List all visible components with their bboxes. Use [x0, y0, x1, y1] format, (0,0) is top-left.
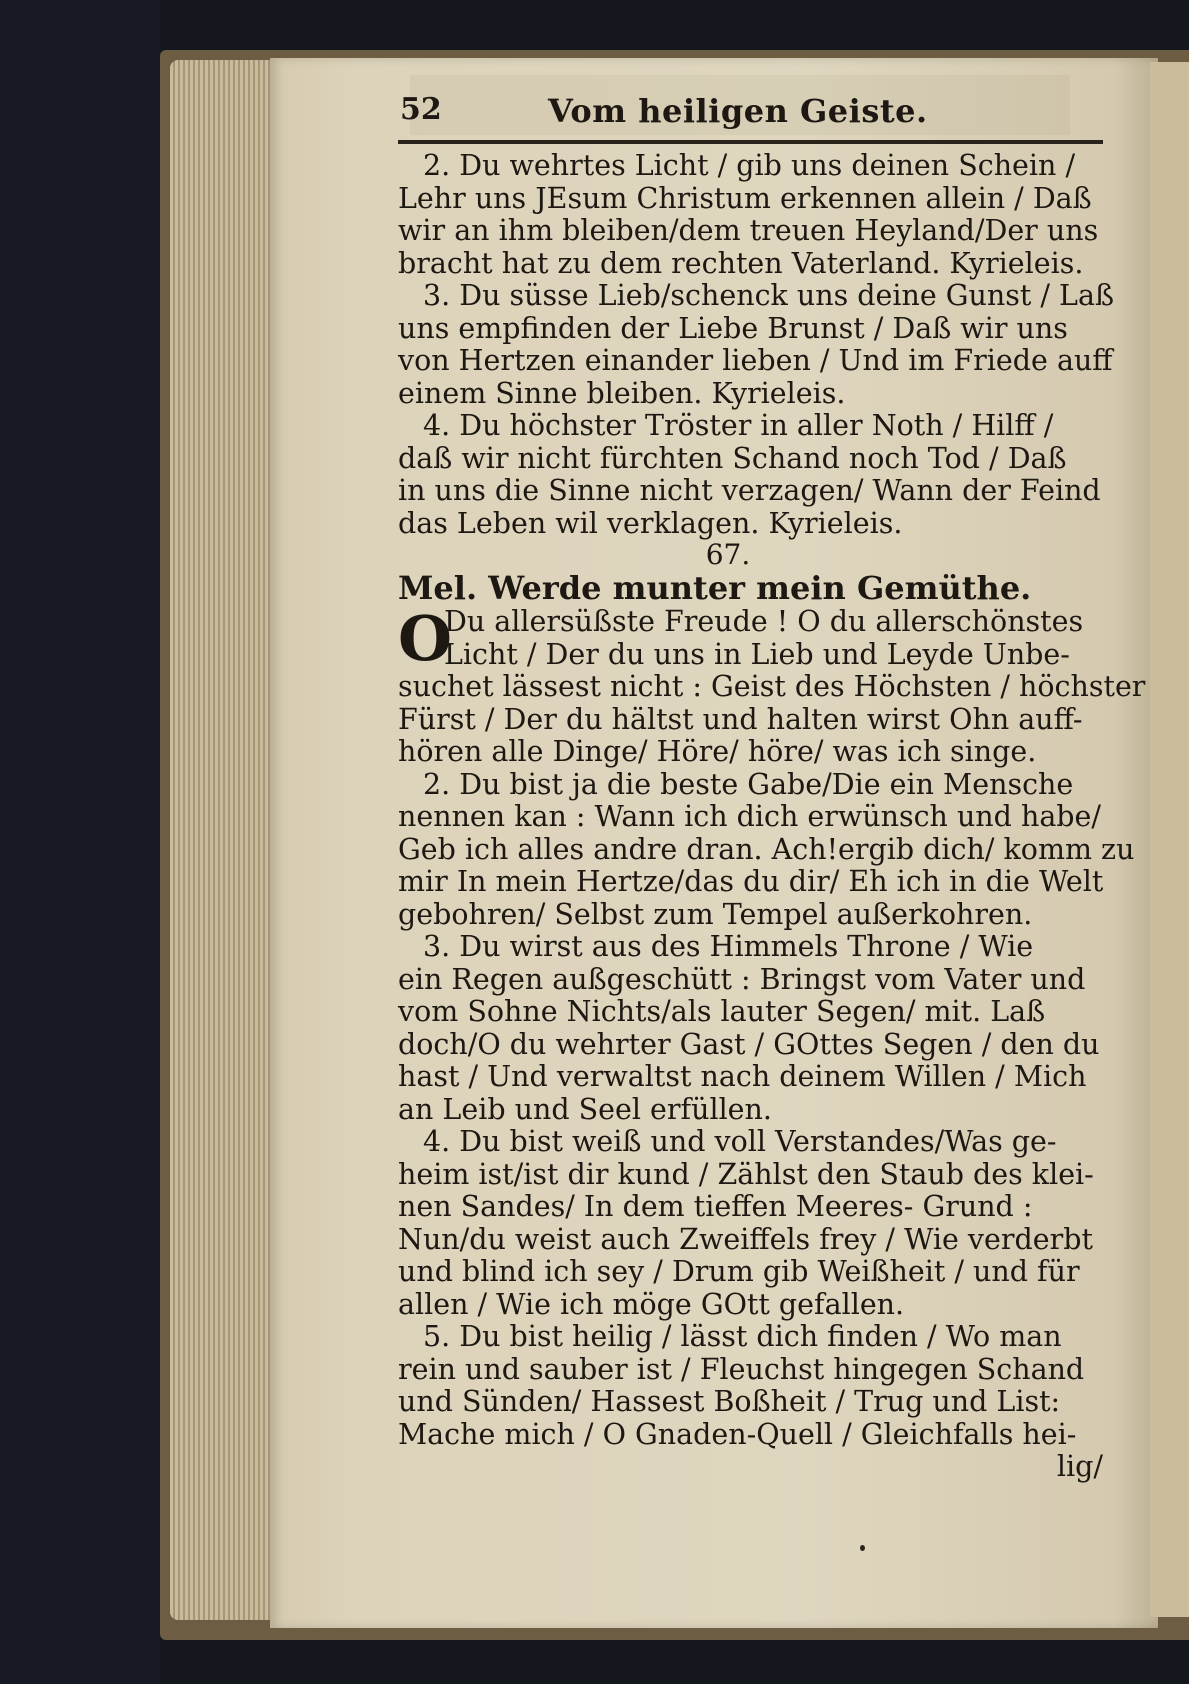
verse-line: mir In mein Hertze/das du dir/ Eh ich in die Welt [398, 865, 1104, 898]
verse-line: hast / Und verwaltst nach deinem Willen / Mich [398, 1060, 1087, 1093]
verse-line: Lehr uns JEsum Christum erkennen allein / Daß [398, 181, 1092, 215]
verse-line: Geb ich alles andre dran. Ach!ergib dich/ komm zu [398, 832, 1135, 866]
verse-line: bracht hat zu dem rechten Vaterland. Kyrieleis. [398, 246, 1084, 280]
verse-line: gebohren/ Selbst zum Tempel außerkohren. [398, 897, 1033, 931]
ink-dot [860, 1545, 865, 1551]
verse-line: das Leben wil verklagen. Kyrieleis. [398, 506, 903, 540]
verse-line: rein und sauber ist / Fleuchst hingegen Schand [398, 1352, 1085, 1386]
verse-line: Mache mich / O Gnaden-Quell / Gleichfalls hei- [398, 1417, 1077, 1451]
melody-line: Mel. Werde munter mein Gemüthe. [398, 569, 1032, 607]
verse-line: einem Sinne bleiben. Kyrieleis. [398, 376, 846, 410]
verse-line: ein Regen außgeschütt : Bringst vom Vater und [398, 962, 1086, 996]
verse-line: und Sünden/ Hassest Boßheit / Trug und List: [398, 1385, 1061, 1418]
stanza-4 [398, 410, 1123, 540]
header-rule [398, 140, 1103, 144]
stanza-4 [398, 1126, 1123, 1321]
running-title: Vom heiligen Geiste. [548, 92, 928, 130]
verse-line: allen / Wie ich möge GOtt gefallen. [398, 1287, 905, 1321]
verse-line: vom Sohne Nichts/als lauter Segen/ mit. Laß [398, 995, 1046, 1028]
verse-line: Licht / Der du uns in Lieb und Leyde Unbe- [444, 637, 1070, 671]
verse-line: uns empfinden der Liebe Brunst / Daß wir uns [398, 311, 1068, 345]
verse-line: 3. Du wirst aus des Himmels Throne / Wie [423, 930, 1034, 963]
verse-line: an Leib und Seel erfüllen. [398, 1092, 772, 1126]
verse-line: Nun/du weist auch Zweiffels frey / Wie verderbt [398, 1222, 1093, 1256]
verse-line: suchet lässest nicht : Geist des Höchsten / höchster [398, 670, 1146, 703]
facing-page-edge [1150, 62, 1189, 1617]
stanza-5 [398, 1321, 1123, 1451]
verse-line: doch/O du wehrter Gast / GOttes Segen / den du [398, 1027, 1100, 1061]
verse-line: und blind ich sey / Drum gib Weißheit / und für [398, 1255, 1080, 1288]
page-header [398, 92, 1123, 136]
first-stanza-lines [444, 606, 1123, 671]
dark-background [0, 0, 160, 1684]
verse-line: 3. Du süsse Lieb/schenck uns deine Gunst / Laß [423, 279, 1115, 312]
verse-line: nennen kan : Wann ich dich erwünsch und habe/ [398, 800, 1102, 833]
verse-line: nen Sandes/ In dem tieffen Meeres- Grund : [398, 1190, 1033, 1223]
page-text [398, 92, 1146, 1483]
verse-line: Du allersüßste Freude ! O du allerschönstes [444, 606, 1084, 638]
stanza-2 [398, 150, 1123, 280]
verse-line: 4. Du bist weiß und voll Verstandes/Was ge- [423, 1125, 1057, 1158]
stanza-3 [398, 931, 1123, 1126]
page-number: 52 [400, 92, 442, 127]
verse-line: 2. Du wehrtes Licht / gib uns deinen Schein / [423, 149, 1076, 182]
page-edges [170, 60, 280, 1620]
verse-line: Fürst / Der du hältst und halten wirst Ohn auff- [398, 702, 1083, 736]
drop-cap: O [398, 602, 453, 675]
verse-line: wir an ihm bleiben/dem treuen Heyland/Der uns [398, 214, 1099, 247]
first-stanza [398, 602, 1146, 769]
verse-line: in uns die Sinne nicht verzagen/ Wann der Feind [398, 474, 1101, 507]
verse-line: 2. Du bist ja die beste Gabe/Die ein Mensche [423, 767, 1074, 801]
previous-hymn [398, 150, 1123, 540]
stanza-2 [398, 767, 1135, 932]
verse-line: von Hertzen einander lieben / Und im Friede auff [398, 344, 1113, 377]
verse-line: 5. Du bist heilig / lässt dich finden / Wo man [423, 1320, 1062, 1353]
catchword: lig/ [1056, 1450, 1103, 1483]
verse-line: daß wir nicht fürchten Schand noch Tod / Daß [398, 441, 1067, 475]
verse-line: hören alle Dinge/ Höre/ höre/ was ich singe. [398, 735, 1037, 768]
hymn-number: 67. [705, 538, 751, 571]
verse-line: heim ist/ist dir kund / Zählst den Staub des klei- [398, 1157, 1094, 1191]
verse-line: 4. Du höchster Tröster in aller Noth / Hilff / [423, 409, 1054, 442]
stanza-3 [398, 280, 1123, 410]
